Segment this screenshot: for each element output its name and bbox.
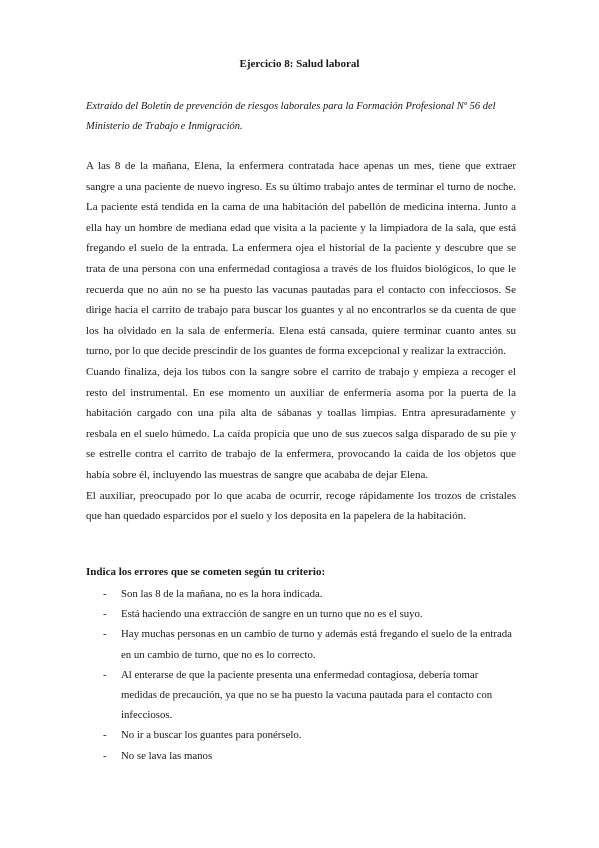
paragraph: A las 8 de la mañana, Elena, la enfermera contratada hace apenas un mes, tiene que extraer sangre a una paciente de nuevo ingreso. Es su último trabajo antes de terminar el turno de noche. La paciente está tendida en la cama de una habitación del pabellón de medicina interna. Junto a ella hay un hombre de mediana edad que visita a la paciente y la limpiadora de la sala, que está fregando el suelo de la entrada. La enfermera ojea el historial de la paciente y descubre que se trata de una persona con una enfermedad contagiosa a través de los fluidos biológicos, lo que le recuerda que no aún no se ha puesto las vacunas pautadas para el contacto con infecciosos. Se dirige hacia el carrito de trabajo para buscar los guantes y al no encontrarlos se da cuenta de que los ha olvidado en la sala de enfermería. Elena está cansada, quiere terminar cuanto antes su turno, por lo que decide prescindir de los guantes de forma excepcional y realizar la extracción. bbox=[86, 160, 516, 358]
list-item bbox=[86, 604, 516, 624]
list-item-text: Son las 8 de la mañana, no es la hora indicada. bbox=[121, 588, 323, 600]
bullet-dash: - bbox=[103, 628, 107, 641]
list-item bbox=[86, 665, 516, 726]
bullet-dash: - bbox=[103, 588, 107, 600]
document-title: Ejercicio 8: Salud laboral bbox=[239, 58, 360, 70]
bullet-dash: - bbox=[103, 608, 107, 621]
source-citation: Extraído del Boletín de prevención de riesgos laborales para la Formación Profesional Nº 56 del Ministerio de Trabajo e Inmigración. bbox=[86, 101, 496, 132]
list-item bbox=[86, 584, 516, 604]
list-item-text: No ir a buscar los guantes para ponérselo. bbox=[121, 729, 302, 742]
list-item bbox=[86, 624, 516, 664]
paragraph: El auxiliar, preocupado por lo que acaba de ocurrir, recoge rápidamente los trozos de cristales que han quedado esparcidos por el suelo y los deposita en la papelera de la habitación. bbox=[86, 489, 516, 523]
list-item bbox=[86, 725, 516, 745]
list-item-text: Al enterarse de que la paciente presenta una enfermedad contagiosa, debería tomar medidas de precaución, ya que no se ha puesto la vacuna pautada para el contacto con infecciosos. bbox=[121, 668, 493, 722]
bullet-dash: - bbox=[103, 749, 107, 762]
list-item-text: Hay muchas personas en un cambio de turno y además está fregando el suelo de la entrada en un cambio de turno, que no es lo correcto. bbox=[121, 628, 512, 661]
exercise-text bbox=[86, 156, 516, 527]
list-item-text: No se lava las manos bbox=[121, 749, 213, 762]
errors-list bbox=[86, 584, 516, 766]
bullet-dash: - bbox=[103, 729, 107, 742]
bullet-dash: - bbox=[103, 668, 107, 681]
paragraph: Cuando finaliza, deja los tubos con la sangre sobre el carrito de trabajo y empieza a recoger el resto del instrumental. En ese momento un auxiliar de enfermería asoma por la puerta de la habitación cargado con una pila alta de sábanas y toallas limpias. Entra apresuradamente y resbala en el suelo húmedo. La caída propicia que uno de sus zuecos salga disparado de su pie y se estrelle contra el carrito de trabajo de la enfermera, provocando la caída de los objetos que había sobre él, incluyendo las muestras de sangre que acababa de dejar Elena. bbox=[86, 365, 516, 481]
list-item-text: Está haciendo una extracción de sangre en un turno que no es el suyo. bbox=[121, 608, 423, 621]
question-heading: Indica los errores que se cometen según tu criterio: bbox=[86, 566, 326, 578]
list-item bbox=[86, 746, 516, 766]
